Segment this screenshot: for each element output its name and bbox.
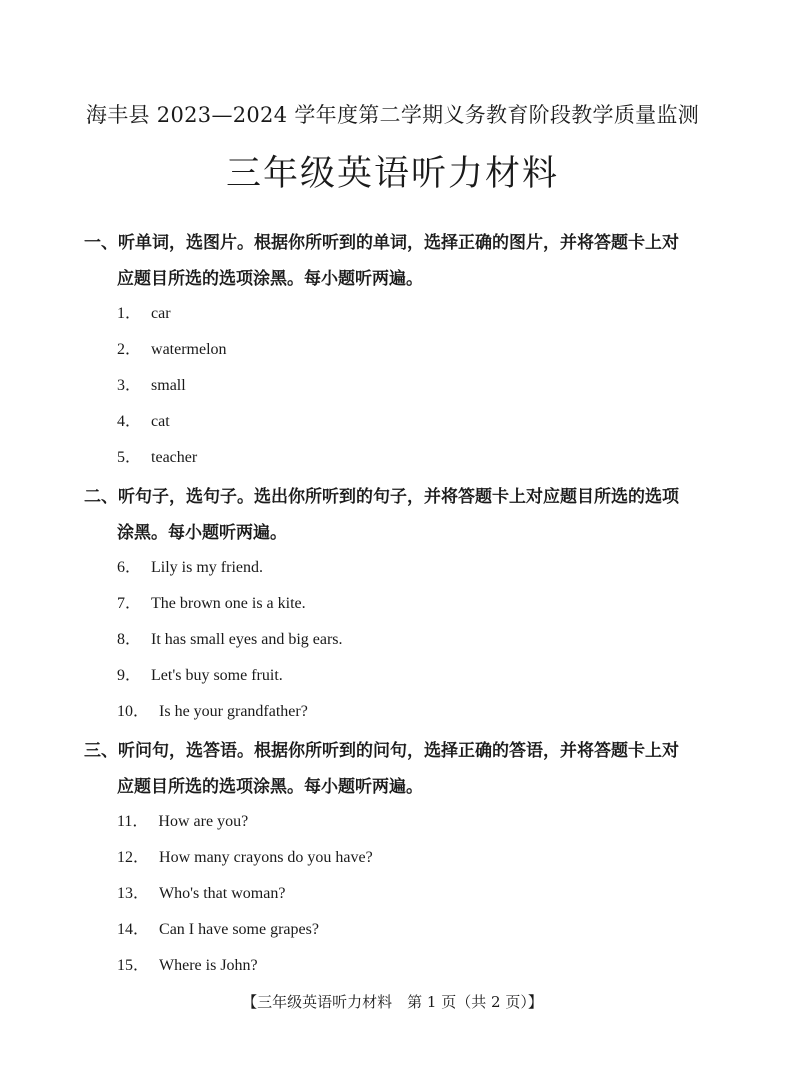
exam-subtitle: 海丰县 2023—2024 学年度第二学期义务教育阶段教学质量监测 (85, 103, 700, 127)
item-text: Where is John? (159, 957, 258, 974)
item-number: 2． (117, 341, 142, 358)
item-text: It has small eyes and big ears. (151, 631, 343, 648)
item-text: Lily is my friend. (151, 559, 263, 576)
item-text: Is he your grandfather? (159, 703, 308, 720)
item-text: Who's that woman? (159, 885, 286, 902)
item-number: 14． (117, 921, 150, 938)
item-text: cat (151, 413, 170, 430)
item-number: 5． (117, 449, 142, 466)
page-title: 三年级英语听力材料 (225, 154, 559, 194)
item-number: 1． (117, 305, 142, 322)
list-item (117, 626, 343, 649)
item-number: 6． (117, 559, 142, 576)
item-number: 4． (117, 413, 142, 430)
item-text: Let's buy some fruit. (151, 667, 283, 684)
list-item (117, 808, 248, 831)
item-text: Can I have some grapes? (159, 921, 319, 938)
item-text: car (151, 305, 171, 322)
item-text: small (151, 377, 186, 394)
item-number: 13． (117, 885, 150, 902)
item-number: 7． (117, 595, 142, 612)
item-text: The brown one is a kite. (151, 595, 306, 612)
item-text: How are you? (158, 813, 249, 830)
item-text: How many crayons do you have? (159, 849, 373, 866)
section-3-instruction-cont: 应题目所选的选项涂黑。每小题听两遍。 (117, 777, 423, 797)
list-item (117, 662, 283, 685)
list-item (117, 372, 186, 395)
item-text: teacher (151, 449, 198, 466)
item-number: 9． (117, 667, 142, 684)
item-text: watermelon (151, 341, 227, 358)
item-number: 3． (117, 377, 142, 394)
list-item (117, 698, 308, 721)
list-item (117, 408, 170, 431)
list-item (117, 336, 227, 359)
section-1-instruction: 一、听单词，选图片。根据你所听到的单词，选择正确的图片，并将答题卡上对 (84, 233, 679, 253)
list-item (117, 300, 171, 323)
item-number: 15． (117, 957, 150, 974)
list-item (117, 844, 373, 867)
item-number: 8． (117, 631, 142, 648)
list-item (117, 880, 285, 903)
item-number: 10． (117, 703, 150, 720)
list-item (117, 590, 306, 613)
list-item (117, 952, 258, 975)
section-2-instruction-cont: 涂黑。每小题听两遍。 (117, 523, 287, 543)
page-footer: 【三年级英语听力材料 第 1 页（共 2 页）】 (242, 993, 543, 1011)
section-3-instruction: 三、听问句，选答语。根据你所听到的问句，选择正确的答语，并将答题卡上对 (84, 741, 679, 761)
item-number: 11． (117, 813, 149, 830)
list-item (117, 444, 197, 467)
list-item (117, 916, 319, 939)
section-2-instruction: 二、听句子，选句子。选出你所听到的句子，并将答题卡上对应题目所选的选项 (84, 487, 679, 507)
item-number: 12． (117, 849, 150, 866)
list-item (117, 554, 263, 577)
section-1-instruction-cont: 应题目所选的选项涂黑。每小题听两遍。 (117, 269, 423, 289)
